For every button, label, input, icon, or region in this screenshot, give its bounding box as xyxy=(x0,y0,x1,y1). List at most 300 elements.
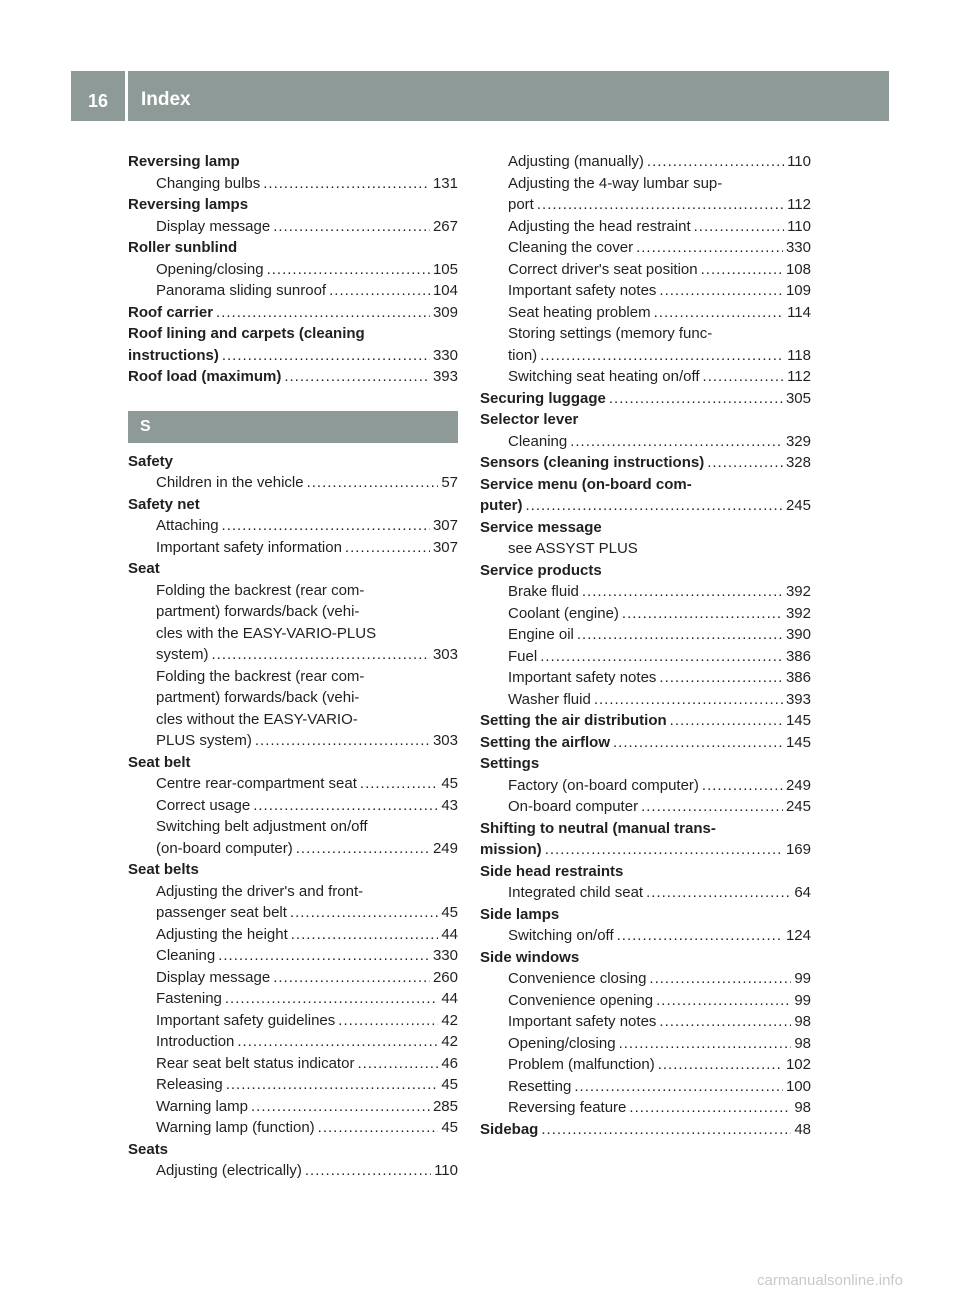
entry-page-number: 98 xyxy=(794,1099,811,1116)
entry-page-number: 309 xyxy=(432,303,458,321)
entry-text: Side windows xyxy=(480,948,580,966)
entry-text: Seat xyxy=(128,560,160,577)
dot-leader xyxy=(291,924,439,946)
entry-text: Problem (malfunction) xyxy=(508,1056,655,1073)
entry-text: Adjusting (manually) xyxy=(508,153,644,170)
entry-text: cles without the EASY-VARIO- xyxy=(156,710,358,728)
dot-leader xyxy=(629,1097,791,1119)
index-entry-heading xyxy=(480,753,811,775)
entry-page-number: 329 xyxy=(785,432,811,450)
entry-text: Attaching xyxy=(156,517,219,534)
index-entry-subentry xyxy=(128,967,458,989)
entry-text: Cleaning xyxy=(156,947,216,964)
index-entry-subentry xyxy=(480,1033,811,1055)
entry-page-number: 392 xyxy=(785,604,811,622)
dot-leader xyxy=(646,882,791,904)
index-entry-subentry xyxy=(128,644,458,666)
entry-text: Settings xyxy=(480,755,540,772)
index-entry-subentry xyxy=(480,259,811,281)
index-entry-heading xyxy=(480,710,811,732)
entry-page-number: 108 xyxy=(785,260,811,278)
entry-page-number: 46 xyxy=(441,1054,458,1072)
index-entry-subentry xyxy=(128,1117,458,1139)
dot-leader xyxy=(670,710,783,732)
entry-text: Roof load (maximum) xyxy=(128,368,282,385)
index-entry-heading xyxy=(480,1119,811,1141)
entry-page-number: 303 xyxy=(432,646,458,663)
dot-leader xyxy=(540,345,784,367)
entry-text: puter) xyxy=(480,497,523,514)
entry-text: Important safety information xyxy=(156,538,342,556)
dot-leader xyxy=(707,452,783,474)
index-entry-subentry xyxy=(128,924,458,946)
entry-page-number: 285 xyxy=(432,1097,458,1115)
index-entry-heading xyxy=(128,752,458,774)
entry-page-number: 114 xyxy=(787,303,811,321)
dot-leader xyxy=(659,667,783,689)
index-entry-heading xyxy=(480,560,811,582)
entry-page-number: 307 xyxy=(432,517,458,534)
entry-page-number: 99 xyxy=(794,970,811,987)
dot-leader xyxy=(338,1010,438,1032)
index-entry-heading xyxy=(128,323,458,345)
index-entry-subentry xyxy=(480,624,811,646)
entry-text: Coolant (engine) xyxy=(508,604,619,622)
dot-leader xyxy=(318,1117,439,1139)
index-entry-subentry xyxy=(480,216,811,238)
dot-leader xyxy=(647,151,784,173)
entry-text: Setting the air distribution xyxy=(480,712,667,729)
dot-leader xyxy=(253,795,438,817)
entry-text: Fastening xyxy=(156,990,222,1007)
entry-text: Side head restraints xyxy=(480,862,624,880)
entry-text: Important safety notes xyxy=(508,282,657,299)
index-entry-heading xyxy=(128,494,458,516)
entry-text: Display message xyxy=(156,968,271,986)
index-entry-subentry xyxy=(128,730,458,752)
index-entry-subentry xyxy=(480,990,811,1012)
index-column-left xyxy=(128,151,458,1182)
entry-text: Adjusting the height xyxy=(156,925,288,943)
entry-text: tion) xyxy=(508,346,538,364)
index-entry-heading xyxy=(128,345,458,367)
dot-leader xyxy=(345,537,430,559)
index-entry-subentry xyxy=(480,173,811,195)
entry-text: see ASSYST PLUS xyxy=(508,540,638,557)
entry-text: Securing luggage xyxy=(480,389,606,407)
index-entry-subentry xyxy=(480,1011,811,1033)
entry-page-number: 44 xyxy=(441,925,458,943)
entry-page-number: 42 xyxy=(441,1011,458,1029)
dot-leader xyxy=(307,472,439,494)
index-entry-subentry xyxy=(128,1096,458,1118)
index-entry-subentry xyxy=(480,345,811,367)
dot-leader xyxy=(222,345,430,367)
entry-page-number: 64 xyxy=(794,884,811,901)
entry-text: Adjusting (electrically) xyxy=(156,1162,302,1179)
entry-page-number: 45 xyxy=(441,1119,458,1136)
entry-text: Opening/closing xyxy=(508,1034,616,1052)
entry-text: Rear seat belt status indicator xyxy=(156,1054,355,1072)
dot-leader xyxy=(545,839,783,861)
index-entry-subentry xyxy=(480,689,811,711)
index-entry-subentry xyxy=(480,925,811,947)
section-letter-bar: S xyxy=(128,411,458,443)
entry-text: Reversing feature xyxy=(508,1099,627,1116)
index-entry-subentry xyxy=(480,968,811,990)
entry-text: Correct driver's seat position xyxy=(508,260,698,278)
dot-leader xyxy=(541,1119,791,1141)
page-header xyxy=(71,71,889,121)
entry-text: Roller sunblind xyxy=(128,239,238,256)
index-entry-heading xyxy=(480,818,811,840)
entry-text: Folding the backrest (rear com- xyxy=(156,581,365,599)
entry-page-number: 98 xyxy=(794,1013,811,1030)
entry-text: Washer fluid xyxy=(508,690,591,708)
entry-page-number: 260 xyxy=(432,968,458,986)
index-entry-heading xyxy=(128,1139,458,1161)
entry-text: Sidebag xyxy=(480,1120,539,1138)
entry-page-number: 390 xyxy=(785,626,811,643)
index-entry-subentry xyxy=(480,796,811,818)
dot-leader xyxy=(659,1011,791,1033)
dot-leader xyxy=(251,1096,430,1118)
entry-page-number: 393 xyxy=(432,368,458,385)
dot-leader xyxy=(273,967,430,989)
entry-page-number: 386 xyxy=(785,647,811,665)
dot-leader xyxy=(537,194,784,216)
entry-text: PLUS system) xyxy=(156,732,252,749)
entry-text: Seats xyxy=(128,1140,169,1158)
entry-text: Warning lamp (function) xyxy=(156,1119,315,1136)
index-entry-heading xyxy=(128,194,458,216)
entry-text: Seat heating problem xyxy=(508,303,651,321)
entry-page-number: 45 xyxy=(441,904,458,921)
dot-leader xyxy=(641,796,783,818)
entry-text: Important safety guidelines xyxy=(156,1011,336,1029)
entry-page-number: 44 xyxy=(441,990,458,1007)
dot-leader xyxy=(613,732,783,754)
entry-text: Switching seat heating on/off xyxy=(508,368,700,385)
index-entry-subentry xyxy=(128,259,458,281)
index-entry-subentry xyxy=(128,709,458,731)
dot-leader xyxy=(701,259,783,281)
entry-text: Important safety notes xyxy=(508,669,657,686)
entry-text: Releasing xyxy=(156,1076,223,1093)
dot-leader xyxy=(570,431,783,453)
entry-page-number: 249 xyxy=(432,839,458,857)
index-entry-subentry xyxy=(128,1010,458,1032)
entry-text: Reversing lamp xyxy=(128,153,240,170)
entry-page-number: 169 xyxy=(785,841,811,858)
entry-text: Fuel xyxy=(508,647,538,665)
index-entry-subentry xyxy=(128,687,458,709)
index-entry-subentry xyxy=(480,431,811,453)
entry-page-number: 386 xyxy=(785,669,811,686)
index-column-right xyxy=(480,151,811,1140)
index-entry-heading xyxy=(480,388,811,410)
entry-text: Service message xyxy=(480,518,602,536)
index-entry-subentry xyxy=(128,472,458,494)
entry-page-number: 110 xyxy=(787,217,811,235)
entry-page-number: 328 xyxy=(785,454,811,471)
entry-text: Convenience opening xyxy=(508,991,654,1009)
entry-text: Children in the vehicle xyxy=(156,474,304,491)
index-entry-subentry xyxy=(128,280,458,302)
index-entry-heading xyxy=(128,366,458,388)
entry-text: Brake fluid xyxy=(508,583,579,600)
entry-text: Convenience closing xyxy=(508,970,647,987)
index-entry-subentry xyxy=(128,988,458,1010)
entry-text: Seat belts xyxy=(128,861,199,878)
entry-text: Centre rear-compartment seat xyxy=(156,775,357,792)
dot-leader xyxy=(619,1033,792,1055)
entry-text: Setting the airflow xyxy=(480,733,611,751)
entry-page-number: 330 xyxy=(432,346,458,364)
dot-leader xyxy=(540,646,783,668)
index-entry-subentry xyxy=(480,151,811,173)
index-entry-heading xyxy=(128,237,458,259)
index-entry-subentry xyxy=(480,775,811,797)
dot-leader xyxy=(290,902,438,924)
dot-leader xyxy=(255,730,430,752)
entry-text: Roof lining and carpets (cleaning xyxy=(128,325,365,342)
index-list-before-section xyxy=(128,151,458,388)
entry-page-number: 112 xyxy=(787,368,811,385)
entry-page-number: 45 xyxy=(441,1076,458,1093)
index-entry-subentry xyxy=(128,173,458,195)
dot-leader xyxy=(329,280,430,302)
entry-text: Correct usage xyxy=(156,796,251,814)
dot-leader xyxy=(237,1031,438,1053)
entry-page-number: 45 xyxy=(441,775,458,792)
dot-leader xyxy=(263,173,430,195)
index-entry-subentry xyxy=(128,773,458,795)
entry-text: Cleaning the cover xyxy=(508,239,634,256)
entry-text: Safety net xyxy=(128,495,200,513)
entry-page-number: 330 xyxy=(432,947,458,964)
index-entry-subentry xyxy=(128,537,458,559)
entry-text: Seat belt xyxy=(128,753,191,771)
entry-page-number: 145 xyxy=(785,733,811,751)
entry-text: (on-board computer) xyxy=(156,839,293,857)
entry-page-number: 393 xyxy=(785,690,811,708)
index-entry-heading xyxy=(480,861,811,883)
index-entry-heading xyxy=(480,839,811,861)
dot-leader xyxy=(218,945,430,967)
entry-page-number: 100 xyxy=(785,1077,811,1095)
entry-page-number: 124 xyxy=(785,927,811,944)
entry-text: passenger seat belt xyxy=(156,904,287,921)
dot-leader xyxy=(526,495,783,517)
index-entry-heading xyxy=(128,151,458,173)
entry-text: Side lamps xyxy=(480,905,560,923)
dot-leader xyxy=(577,624,783,646)
entry-text: Reversing lamps xyxy=(128,196,249,213)
entry-text: Folding the backrest (rear com- xyxy=(156,667,365,685)
dot-leader xyxy=(360,773,438,795)
entry-text: Selector lever xyxy=(480,411,579,428)
dot-leader xyxy=(222,515,430,537)
index-entry-subentry xyxy=(128,515,458,537)
entry-page-number: 99 xyxy=(794,991,811,1009)
dot-leader xyxy=(654,302,784,324)
index-entry-subentry xyxy=(128,838,458,860)
index-entry-subentry xyxy=(480,194,811,216)
entry-page-number: 303 xyxy=(432,732,458,749)
dot-leader xyxy=(212,644,430,666)
index-entry-subentry xyxy=(128,1053,458,1075)
entry-page-number: 57 xyxy=(441,474,458,491)
entry-page-number: 48 xyxy=(794,1120,811,1138)
index-entry-heading xyxy=(128,558,458,580)
index-entry-heading xyxy=(480,409,811,431)
dot-leader xyxy=(609,388,783,410)
entry-text: partment) forwards/back (vehi- xyxy=(156,689,360,706)
entry-page-number: 110 xyxy=(787,153,811,170)
index-entry-heading xyxy=(480,474,811,496)
entry-text: Shifting to neutral (manual trans- xyxy=(480,819,716,837)
index-entry-subentry xyxy=(480,646,811,668)
entry-text: mission) xyxy=(480,841,542,858)
dot-leader xyxy=(703,366,785,388)
index-entry-subentry xyxy=(128,945,458,967)
dot-leader xyxy=(574,1076,783,1098)
entry-text: Important safety notes xyxy=(508,1013,657,1030)
page-title: Index xyxy=(141,89,191,110)
index-entry-heading xyxy=(480,495,811,517)
index-entry-subentry xyxy=(480,1054,811,1076)
dot-leader xyxy=(658,1054,783,1076)
index-entry-heading xyxy=(128,859,458,881)
dot-leader xyxy=(284,366,430,388)
entry-text: Sensors (cleaning instructions) xyxy=(480,454,705,471)
index-entry-subentry xyxy=(480,366,811,388)
index-entry-heading xyxy=(480,517,811,539)
index-entry-subentry xyxy=(480,1097,811,1119)
dot-leader xyxy=(357,1053,438,1075)
index-entry-subentry xyxy=(128,816,458,838)
entry-page-number: 110 xyxy=(434,1162,458,1179)
index-entry-subentry xyxy=(480,581,811,603)
watermark: carmanualsonline.info xyxy=(757,1272,903,1289)
dot-leader xyxy=(656,990,791,1012)
index-entry-subentry xyxy=(128,902,458,924)
entry-text: Display message xyxy=(156,217,271,235)
entry-text: Opening/closing xyxy=(156,260,264,278)
entry-page-number: 109 xyxy=(785,282,811,299)
dot-leader xyxy=(594,689,783,711)
dot-leader xyxy=(636,237,783,259)
index-entry-subentry xyxy=(128,666,458,688)
entry-text: Switching on/off xyxy=(508,927,614,944)
index-entry-subentry xyxy=(480,667,811,689)
entry-text: Panorama sliding sunroof xyxy=(156,282,327,299)
entry-text: Warning lamp xyxy=(156,1097,248,1115)
entry-page-number: 118 xyxy=(787,346,811,364)
entry-page-number: 98 xyxy=(794,1034,811,1052)
index-entry-subentry xyxy=(128,881,458,903)
entry-page-number: 105 xyxy=(432,260,458,278)
dot-leader xyxy=(702,775,783,797)
entry-page-number: 42 xyxy=(441,1033,458,1050)
entry-text: Factory (on-board computer) xyxy=(508,776,699,794)
entry-text: partment) forwards/back (vehi- xyxy=(156,603,360,620)
entry-text: Integrated child seat xyxy=(508,884,644,901)
index-entry-subentry xyxy=(480,323,811,345)
entry-text: Switching belt adjustment on/off xyxy=(156,818,368,835)
entry-text: Safety xyxy=(128,452,174,470)
entry-text: Changing bulbs xyxy=(156,174,261,192)
entry-text: Service menu (on-board com- xyxy=(480,475,692,493)
index-entry-heading xyxy=(480,904,811,926)
entry-text: Service products xyxy=(480,561,602,579)
index-list-right xyxy=(480,151,811,1140)
entry-text: Resetting xyxy=(508,1077,572,1095)
entry-text: Roof carrier xyxy=(128,303,214,321)
entry-page-number: 131 xyxy=(432,174,458,192)
dot-leader xyxy=(694,216,784,238)
index-entry-subentry xyxy=(480,280,811,302)
dot-leader xyxy=(659,280,783,302)
index-entry-subentry xyxy=(480,1076,811,1098)
dot-leader xyxy=(649,968,791,990)
dot-leader xyxy=(296,838,430,860)
entry-text: Engine oil xyxy=(508,626,574,643)
entry-text: Adjusting the head restraint xyxy=(508,217,691,235)
entry-page-number: 245 xyxy=(785,497,811,514)
entry-text: Adjusting the driver's and front- xyxy=(156,882,364,900)
dot-leader xyxy=(305,1160,431,1182)
index-entry-subentry xyxy=(128,580,458,602)
entry-text: On-board computer xyxy=(508,798,639,815)
entry-page-number: 104 xyxy=(432,282,458,299)
entry-page-number: 145 xyxy=(785,712,811,729)
index-list-after-section xyxy=(128,451,458,1182)
dot-leader xyxy=(267,259,430,281)
entry-page-number: 43 xyxy=(441,796,458,814)
dot-leader xyxy=(622,603,783,625)
index-entry-heading xyxy=(128,451,458,473)
dot-leader xyxy=(617,925,783,947)
entry-page-number: 392 xyxy=(785,583,811,600)
entry-page-number: 267 xyxy=(432,217,458,235)
entry-text: Adjusting the 4-way lumbar sup- xyxy=(508,174,723,192)
index-entry-heading xyxy=(480,947,811,969)
entry-text: Storing settings (memory func- xyxy=(508,325,713,342)
entry-page-number: 307 xyxy=(432,538,458,556)
entry-page-number: 330 xyxy=(785,239,811,256)
index-entry-heading xyxy=(480,452,811,474)
entry-text: instructions) xyxy=(128,346,219,364)
index-entry-subentry xyxy=(480,538,811,560)
dot-leader xyxy=(226,1074,439,1096)
dot-leader xyxy=(273,216,430,238)
entry-page-number: 102 xyxy=(785,1056,811,1073)
entry-text: Introduction xyxy=(156,1033,235,1050)
index-entry-subentry xyxy=(128,1031,458,1053)
entry-page-number: 245 xyxy=(785,798,811,815)
page-number: 16 xyxy=(87,91,109,111)
entry-text: Cleaning xyxy=(508,432,568,450)
index-entry-subentry xyxy=(128,623,458,645)
dot-leader xyxy=(582,581,783,603)
index-entry-subentry xyxy=(480,603,811,625)
entry-text: cles with the EASY-VARIO-PLUS xyxy=(156,624,377,642)
index-entry-heading xyxy=(128,302,458,324)
index-entry-subentry xyxy=(128,795,458,817)
index-entry-subentry xyxy=(480,237,811,259)
